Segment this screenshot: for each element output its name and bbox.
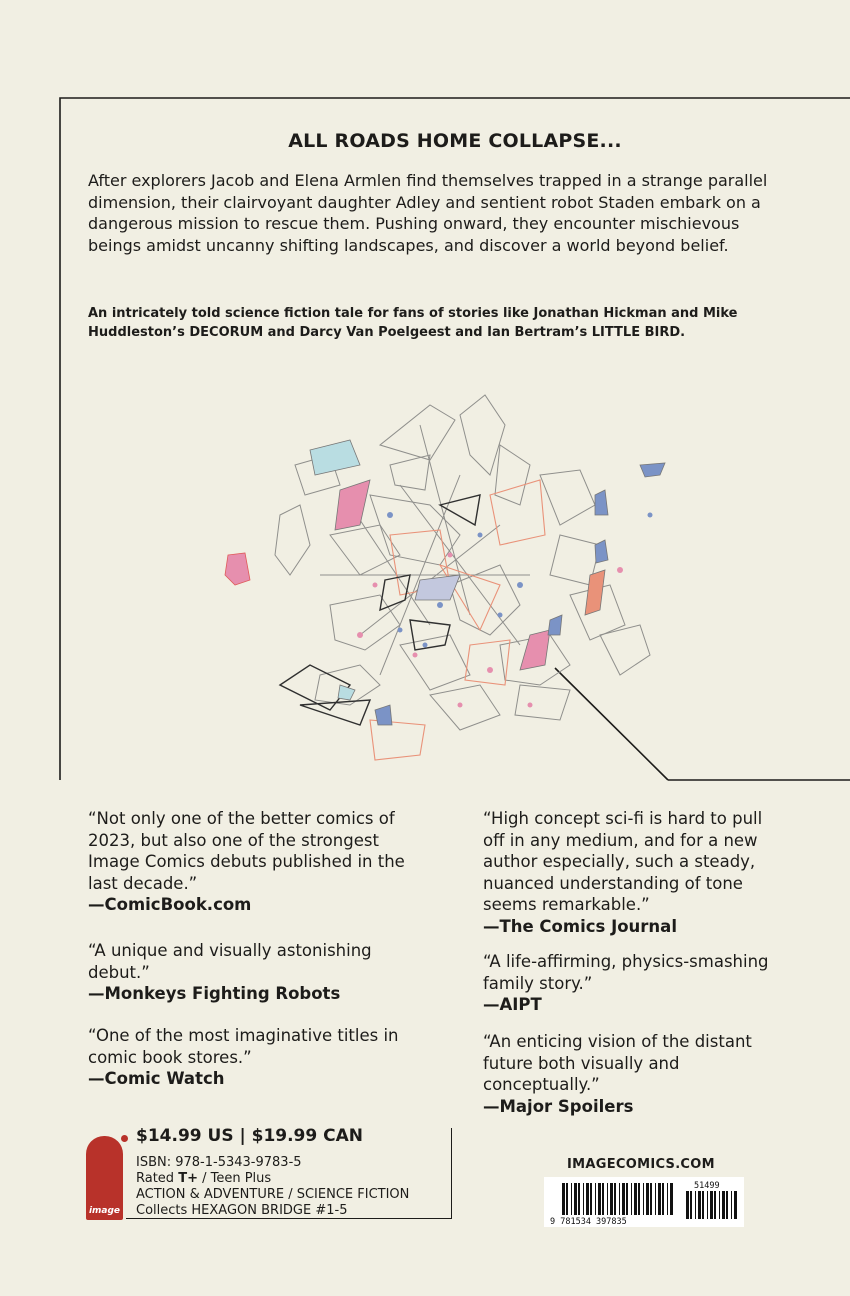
barcode-graphic — [544, 1177, 744, 1227]
pitch-text: An intricately told science fiction tale for fans of stories like Jonathan Hickman and Mike Huddleston’s DECORUM and Darcy Van Poelgeest and Ian Bertram’s LITTLE BIRD. — [88, 306, 738, 340]
barcode-bar — [583, 1183, 584, 1215]
quote-source: —Major Spoilers — [483, 1096, 634, 1116]
rating-suffix: / Teen Plus — [197, 1171, 272, 1186]
barcode-bar — [658, 1183, 661, 1215]
price-addon-code: 51499 — [694, 1181, 720, 1191]
barcode-bar — [702, 1191, 704, 1219]
quote-text: “High concept sci-fi is hard to pull off in any medium, and for a new author especially, such a steady, nuanced understanding of tone seems remarkable.” — [483, 809, 763, 914]
barcode-bar — [646, 1183, 649, 1215]
rating-prefix: Rated — [136, 1171, 179, 1186]
quote-text: “A life-affirming, physics-smashing family story.” — [483, 952, 769, 993]
barcode-bar — [710, 1191, 713, 1219]
fractured-hexagon-illustration — [200, 385, 670, 770]
barcode-bar — [695, 1191, 696, 1219]
barcode-bar — [707, 1191, 708, 1219]
barcode-bar — [622, 1183, 625, 1215]
quote-text: “An enticing vision of the distant future both visually and conceptually.” — [483, 1032, 752, 1094]
barcode-bar — [614, 1183, 616, 1215]
website: IMAGECOMICS.COM — [567, 1157, 715, 1172]
barcode-bar — [578, 1183, 580, 1215]
collects: Collects HEXAGON BRIDGE #1-5 — [136, 1203, 348, 1218]
barcode-bar — [722, 1191, 725, 1219]
barcode-bar — [607, 1183, 608, 1215]
barcode-bar — [626, 1183, 628, 1215]
review-quote — [88, 1025, 408, 1090]
price: $14.99 US | $19.99 CAN — [136, 1126, 363, 1146]
barcode-bar — [610, 1183, 613, 1215]
barcode-bar — [734, 1191, 737, 1219]
barcode-bar — [667, 1183, 668, 1215]
barcode-bar — [698, 1191, 701, 1219]
barcode-bar — [690, 1191, 692, 1219]
barcode-bar — [566, 1183, 568, 1215]
barcode-bar — [562, 1183, 565, 1215]
quote-source: —The Comics Journal — [483, 916, 677, 936]
isbn: ISBN: 978-1-5343-9783-5 — [136, 1155, 302, 1170]
barcode-bar — [638, 1183, 640, 1215]
quote-text: “One of the most imaginative titles in comic book stores.” — [88, 1026, 399, 1067]
barcode-bar — [726, 1191, 728, 1219]
rating — [136, 1171, 409, 1187]
barcode-bar — [631, 1183, 632, 1215]
barcode-bar — [619, 1183, 620, 1215]
quote-source: —Comic Watch — [88, 1069, 225, 1088]
barcode-bar — [590, 1183, 592, 1215]
quote-text: “A unique and visually astonishing debut.” — [88, 941, 372, 982]
barcode-bar — [670, 1183, 673, 1215]
barcode-bar — [602, 1183, 604, 1215]
barcode-bar — [714, 1191, 716, 1219]
barcode-bar — [574, 1183, 577, 1215]
headline: ALL ROADS HOME COLLAPSE... — [288, 130, 622, 152]
image-comics-logo — [86, 1136, 123, 1220]
quote-source: —Monkeys Fighting Robots — [88, 984, 341, 1003]
quote-source: —ComicBook.com — [88, 895, 252, 914]
review-quote — [483, 808, 783, 937]
quote-text: “Not only one of the better comics of 2023, but also one of the strongest Image Comics debuts published in the last decade.” — [88, 809, 405, 893]
rating-code: T+ — [178, 1171, 198, 1186]
barcode-bar — [643, 1183, 644, 1215]
review-quote — [483, 1031, 783, 1117]
barcode-bar — [571, 1183, 572, 1215]
barcode-bar — [655, 1183, 656, 1215]
review-quote — [483, 951, 783, 1016]
barcode-bar — [662, 1183, 664, 1215]
logo-wordmark: image — [88, 1206, 121, 1216]
barcode-number: 9 781534 397835 — [550, 1217, 627, 1227]
synopsis: After explorers Jacob and Elena Armlen find themselves trapped in a strange parallel dimension, their clairvoyant daughter Adley and sentient robot Staden embark on a dangerous mission to rescue them. Pushing onward, they encounter mischievous beings amidst uncanny shifting landscapes, and discover a world beyond belief. — [88, 171, 768, 255]
barcode-bar — [731, 1191, 732, 1219]
book-info — [136, 1155, 409, 1219]
barcode-bar — [650, 1183, 652, 1215]
genre: ACTION & ADVENTURE / SCIENCE FICTION — [136, 1187, 410, 1202]
barcode — [544, 1177, 744, 1227]
barcode-bar — [686, 1191, 689, 1219]
barcode-bar — [598, 1183, 601, 1215]
quote-source: —AIPT — [483, 995, 542, 1014]
review-quote — [88, 940, 418, 1005]
barcode-bar — [586, 1183, 589, 1215]
barcode-bar — [634, 1183, 637, 1215]
barcode-bar — [719, 1191, 720, 1219]
barcode-bar — [595, 1183, 596, 1215]
review-quote — [88, 808, 418, 916]
